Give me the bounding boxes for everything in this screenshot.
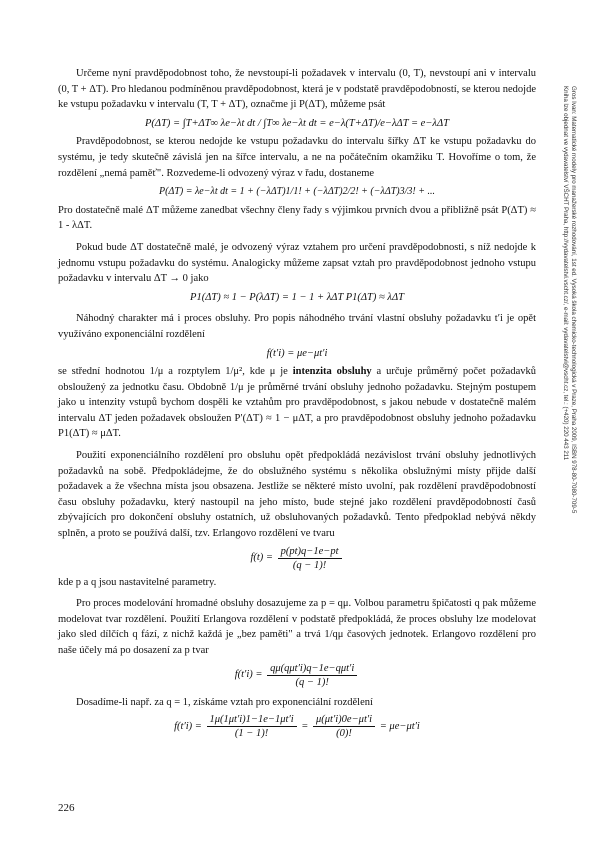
- equation-exponential-service: f(t′i) = μe−μt′i: [266, 347, 328, 359]
- erlang-denominator: (q − 1)!: [292, 559, 327, 571]
- special-case-lhs: f(t′i) =: [174, 720, 202, 732]
- equation-erlang-substituted: [58, 662, 536, 689]
- paragraph-service-intensity: [58, 364, 536, 442]
- erlang-numerator: p(pt)q−1e−pt: [278, 545, 342, 559]
- special-case-denominator-2: (0)!: [336, 728, 352, 740]
- erlang-substituted-lhs: f(t′i) =: [234, 669, 263, 681]
- equation-single-arrival: P1(ΔT) ≈ 1 − P(λΔT) = 1 − 1 + λΔT P1(ΔT) ≈ λΔT: [190, 291, 404, 303]
- paragraph-approximation: Pro dostatečně malé ΔT můžeme zanedbat všechny členy řady s výjimkou prvních dvou a přibližně psát P(ΔT) ≈ 1 - λΔT.: [58, 204, 536, 232]
- equation-conditional-probability: P(ΔT) = ∫T+ΔT∞ λe−λt dt / ∫T∞ λe−λt dt = e−λ(T+ΔT)/e−λΔT = e−λΔT: [145, 117, 449, 129]
- special-case-equals: =: [301, 720, 309, 732]
- special-case-result: = μe−μt′i: [379, 720, 420, 732]
- sidebar-citation: [563, 86, 577, 646]
- special-case-fraction-1: [207, 713, 297, 740]
- special-case-numerator-1: 1μ(1μt′i)1−1e−1μt′i: [207, 713, 297, 727]
- erlang-substituted-numerator: qμ(qμt′i)q−1e−qμt′i: [267, 662, 357, 676]
- erlang-substituted-denominator: (q − 1)!: [295, 676, 329, 688]
- equation-erlang: [58, 545, 536, 572]
- paragraph-single-arrival: Pokud bude ΔT dostatečně malé, je odvozený výraz vztahem pro určení pravděpodobnosti, s níž nedojde k jednomu vstupu požadavku do systému. Analogicky můžeme zapsat vztah pro pravděpodobnost jednoho vstupu požadavku v intervalu ΔT → 0 jako: [58, 241, 536, 285]
- page-body: [58, 66, 536, 743]
- service-intensity-text-b: a určuje průměrný počet požadavků obsloužený za jednotku času. Obdobně 1/μ je průměrné trvání obsluhy jednoho požadavku. Stejným postupem jako u intenzity vstupů bychom dospěli ke vztahům pro pravděpodobnost, s jakou nebude v dostatečně malém intervalu ΔT jeden požadavek obsloužen P′(ΔT) ≈ 1 − μΔT, a pro pravděpodobnost obsluhy jednoho požadavku P1(ΔT) ≈ μΔT.: [58, 366, 536, 440]
- paragraph-service-process: Náhodný charakter má i proces obsluhy. Pro popis náhodného trvání vlastní obsluhy požadavku t′i je opět využíváno exponenciální rozdělení: [58, 313, 536, 340]
- equation-series-expansion: P(ΔT) = λe−λt dt = 1 + (−λΔT)1/1! + (−λΔT)2/2! + (−λΔT)3/3! + ...: [159, 186, 435, 198]
- special-case-fraction-2: [313, 713, 375, 740]
- page-number: 226: [58, 802, 75, 814]
- citation-line-1: Gros Ivan: Matematické modely pro manažerské rozhodování, 1st ed. Vysoká škola chemicko-technologická v Praze, Praha 2009, ISBN 978-80-7080-709-5: [570, 86, 577, 514]
- paragraph-parameters: kde p a q jsou nastavitelné parametry.: [58, 576, 217, 588]
- equation-exponential-special-case: [58, 713, 536, 740]
- erlang-lhs: f(t) =: [250, 552, 273, 564]
- special-case-denominator-1: (1 − 1)!: [234, 728, 269, 740]
- erlang-substituted-fraction: [267, 662, 357, 689]
- paragraph-erlang-intro: Použití exponenciálního rozdělení pro obsluhu opět předpokládá nezávislost trvání obsluhy jednotlivých požadavků na sobě. Předpokládejme, že do obslužného systému s několika obslužnými místy přijde další požadavek a že všechna místa jsou obsazena. Jestliže se některé místo uvolní, pak rozdělení pravděpodobností času obsluhy požadavku, který nastoupil na jeho místo, bude stejné jako rozdělení pravděpodobností časů zbývajících pro dokončení obsluhy ostatních, už obsluhovaných požadavků. Tento předpoklad nebývá někdy splněn, a proto se používá další, tzv. Erlangovo rozdělení ve tvaru: [58, 450, 536, 540]
- paragraph-erlang-modelling: Pro proces modelování hromadné obsluhy dosazujeme za p = qμ. Volbou parametru špičatosti q pak můžeme modelovat tvar rozdělení. Použití Erlangova rozdělení v podstatě předpokládá, že proces obsluhy lze modelovat jako sled dílčích q fází, z nichž každá je „bez paměti" a trvá 1/qμ časových jednotek. Erlangovo rozdělení pro naše účely má po dosazení za p tvar: [58, 598, 536, 656]
- paragraph-memoryless: Pravděpodobnost, se kterou nedojde ke vstupu požadavku do intervalu šířky ΔT ke vstupu požadavku do systému, je tedy skutečně závislá jen na šířce intervalu, a ne na počátečním okamžiku T. Hovoříme o tom, že rozdělení „nemá paměť". Rozvedeme-li odvozený výraz v řadu, dostaneme: [58, 136, 536, 179]
- paragraph-conditional-probability: Určeme nyní pravděpodobnost toho, že nevstoupí-li požadavek v intervalu (0, T), nevstoupí ani v intervalu (0, T + ΔT). Pro hledanou podmíněnou pravděpodobnost, která je v podstatě pravděpodobností, se kterou nedojde ke vstupu požadavku v intervalu (T, T + ΔT), označme ji P(ΔT), můžeme psát: [58, 68, 536, 111]
- service-intensity-text-a: se střední hodnotou 1/μ a rozptylem 1/μ², kde μ je: [58, 366, 293, 378]
- paragraph-q-equals-one: Dosadíme-li např. za q = 1, získáme vztah pro exponenciální rozdělení: [76, 696, 373, 708]
- citation-line-2: Kniha lze objednat ve vydavatelství VŠCHT Praha, http://vydavatelstvi.vscht.cz/, e-mail: vydavatelstvi@vscht.cz, tel.: (+420) 220 443 211: [562, 86, 569, 461]
- service-intensity-term: intenzita obsluhy: [292, 366, 372, 378]
- erlang-fraction: [278, 545, 342, 572]
- special-case-numerator-2: μ(μt′i)0e−μt′i: [313, 713, 375, 727]
